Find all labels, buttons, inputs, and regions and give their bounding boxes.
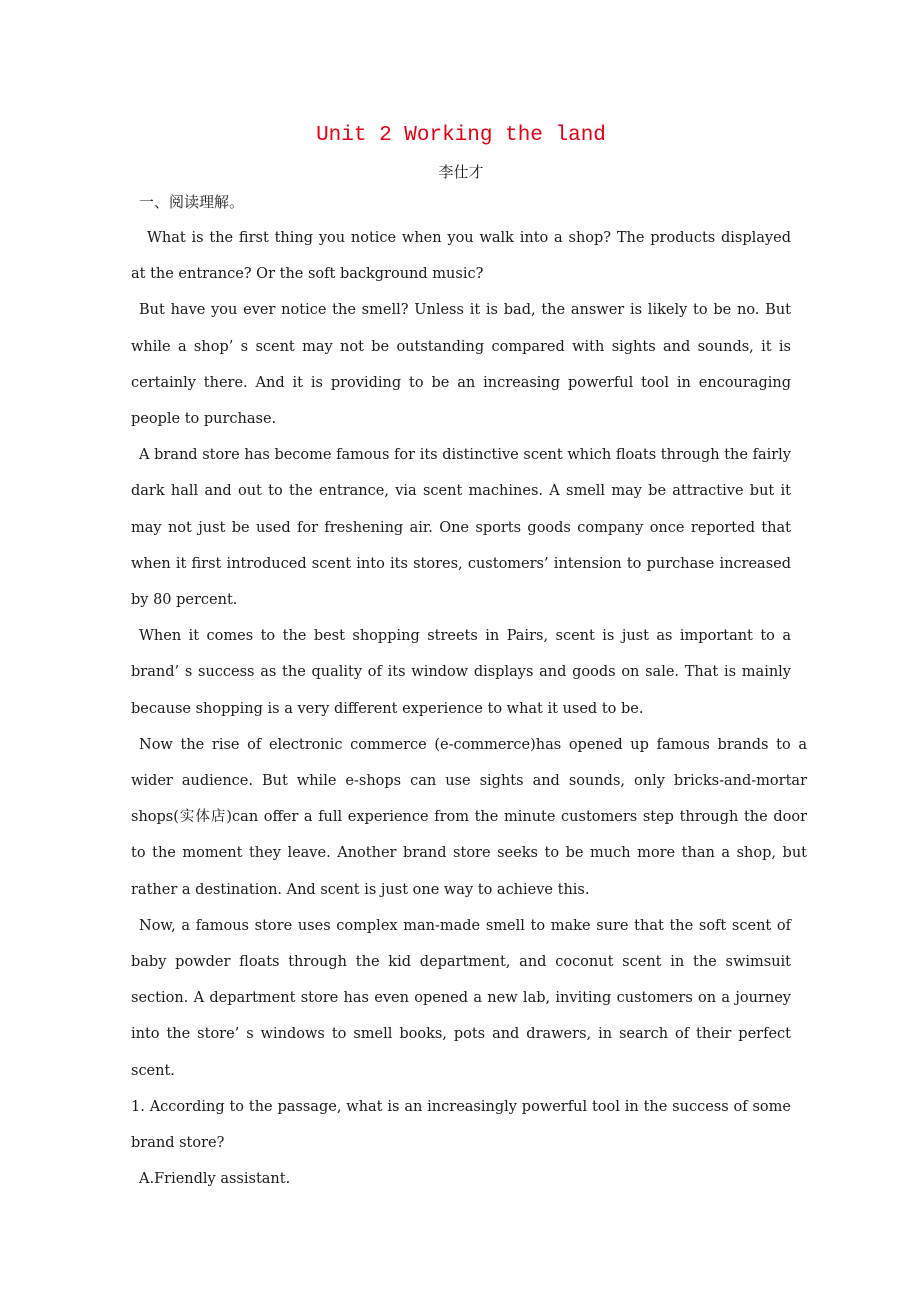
passage-paragraph-3: A brand store has become famous for its distinctive scent which floats through the fairly dark hall and out to the entrance, via scent machines. A smell may be attractive but it may not just be used for freshening air. One sports goods company once reported that when it first introduced scent into its stores, customers’ intension to purchase increased by 80 percent. <box>131 447 791 609</box>
document-page <box>131 118 807 1197</box>
document-title: Unit 2 Working the land <box>316 124 606 147</box>
passage-paragraph-1: What is the first thing you notice when you walk into a shop? The products displayed at the entrance? Or the soft background music? <box>131 230 791 283</box>
passage-paragraph-6: Now, a famous store uses complex man-made smell to make sure that the soft scent of baby powder floats through the kid department, and coconut scent in the swimsuit section. A department store has even opened a new lab, inviting customers on a journey into the store’ s windows to smell books, pots and drawers, in search of their perfect scent. <box>131 917 791 1079</box>
author-name: 李仕才 <box>438 163 484 181</box>
passage-paragraph-5: Now the rise of electronic commerce (e-commerce)has opened up famous brands to a wider audience. But while e-shops can use sights and sounds, only bricks-and-mortar shops(实体店)can offer a full experience from the minute customers step through the door to the moment they leave. Another brand store seeks to be much more than a shop, but rather a destination. And scent is just one way to achieve this. <box>131 736 807 898</box>
question-1-option-a: A.Friendly assistant. <box>139 1171 291 1188</box>
passage-paragraph-2: But have you ever notice the smell? Unless it is bad, the answer is likely to be no. But while a shop’ s scent may not be outstanding compared with sights and sounds, it is certainly there. And it is providing to be an increasing powerful tool in encouraging people to purchase. <box>131 302 791 428</box>
passage-paragraph-4: When it comes to the best shopping streets in Pairs, scent is just as important to a brand’ s success as the quality of its window displays and goods on sale. That is mainly because shopping is a very different experience to what it used to be. <box>131 628 791 717</box>
section-heading: 一、阅读理解。 <box>139 193 245 211</box>
question-1: 1. According to the passage, what is an increasingly powerful tool in the success of some brand store? <box>131 1098 791 1152</box>
